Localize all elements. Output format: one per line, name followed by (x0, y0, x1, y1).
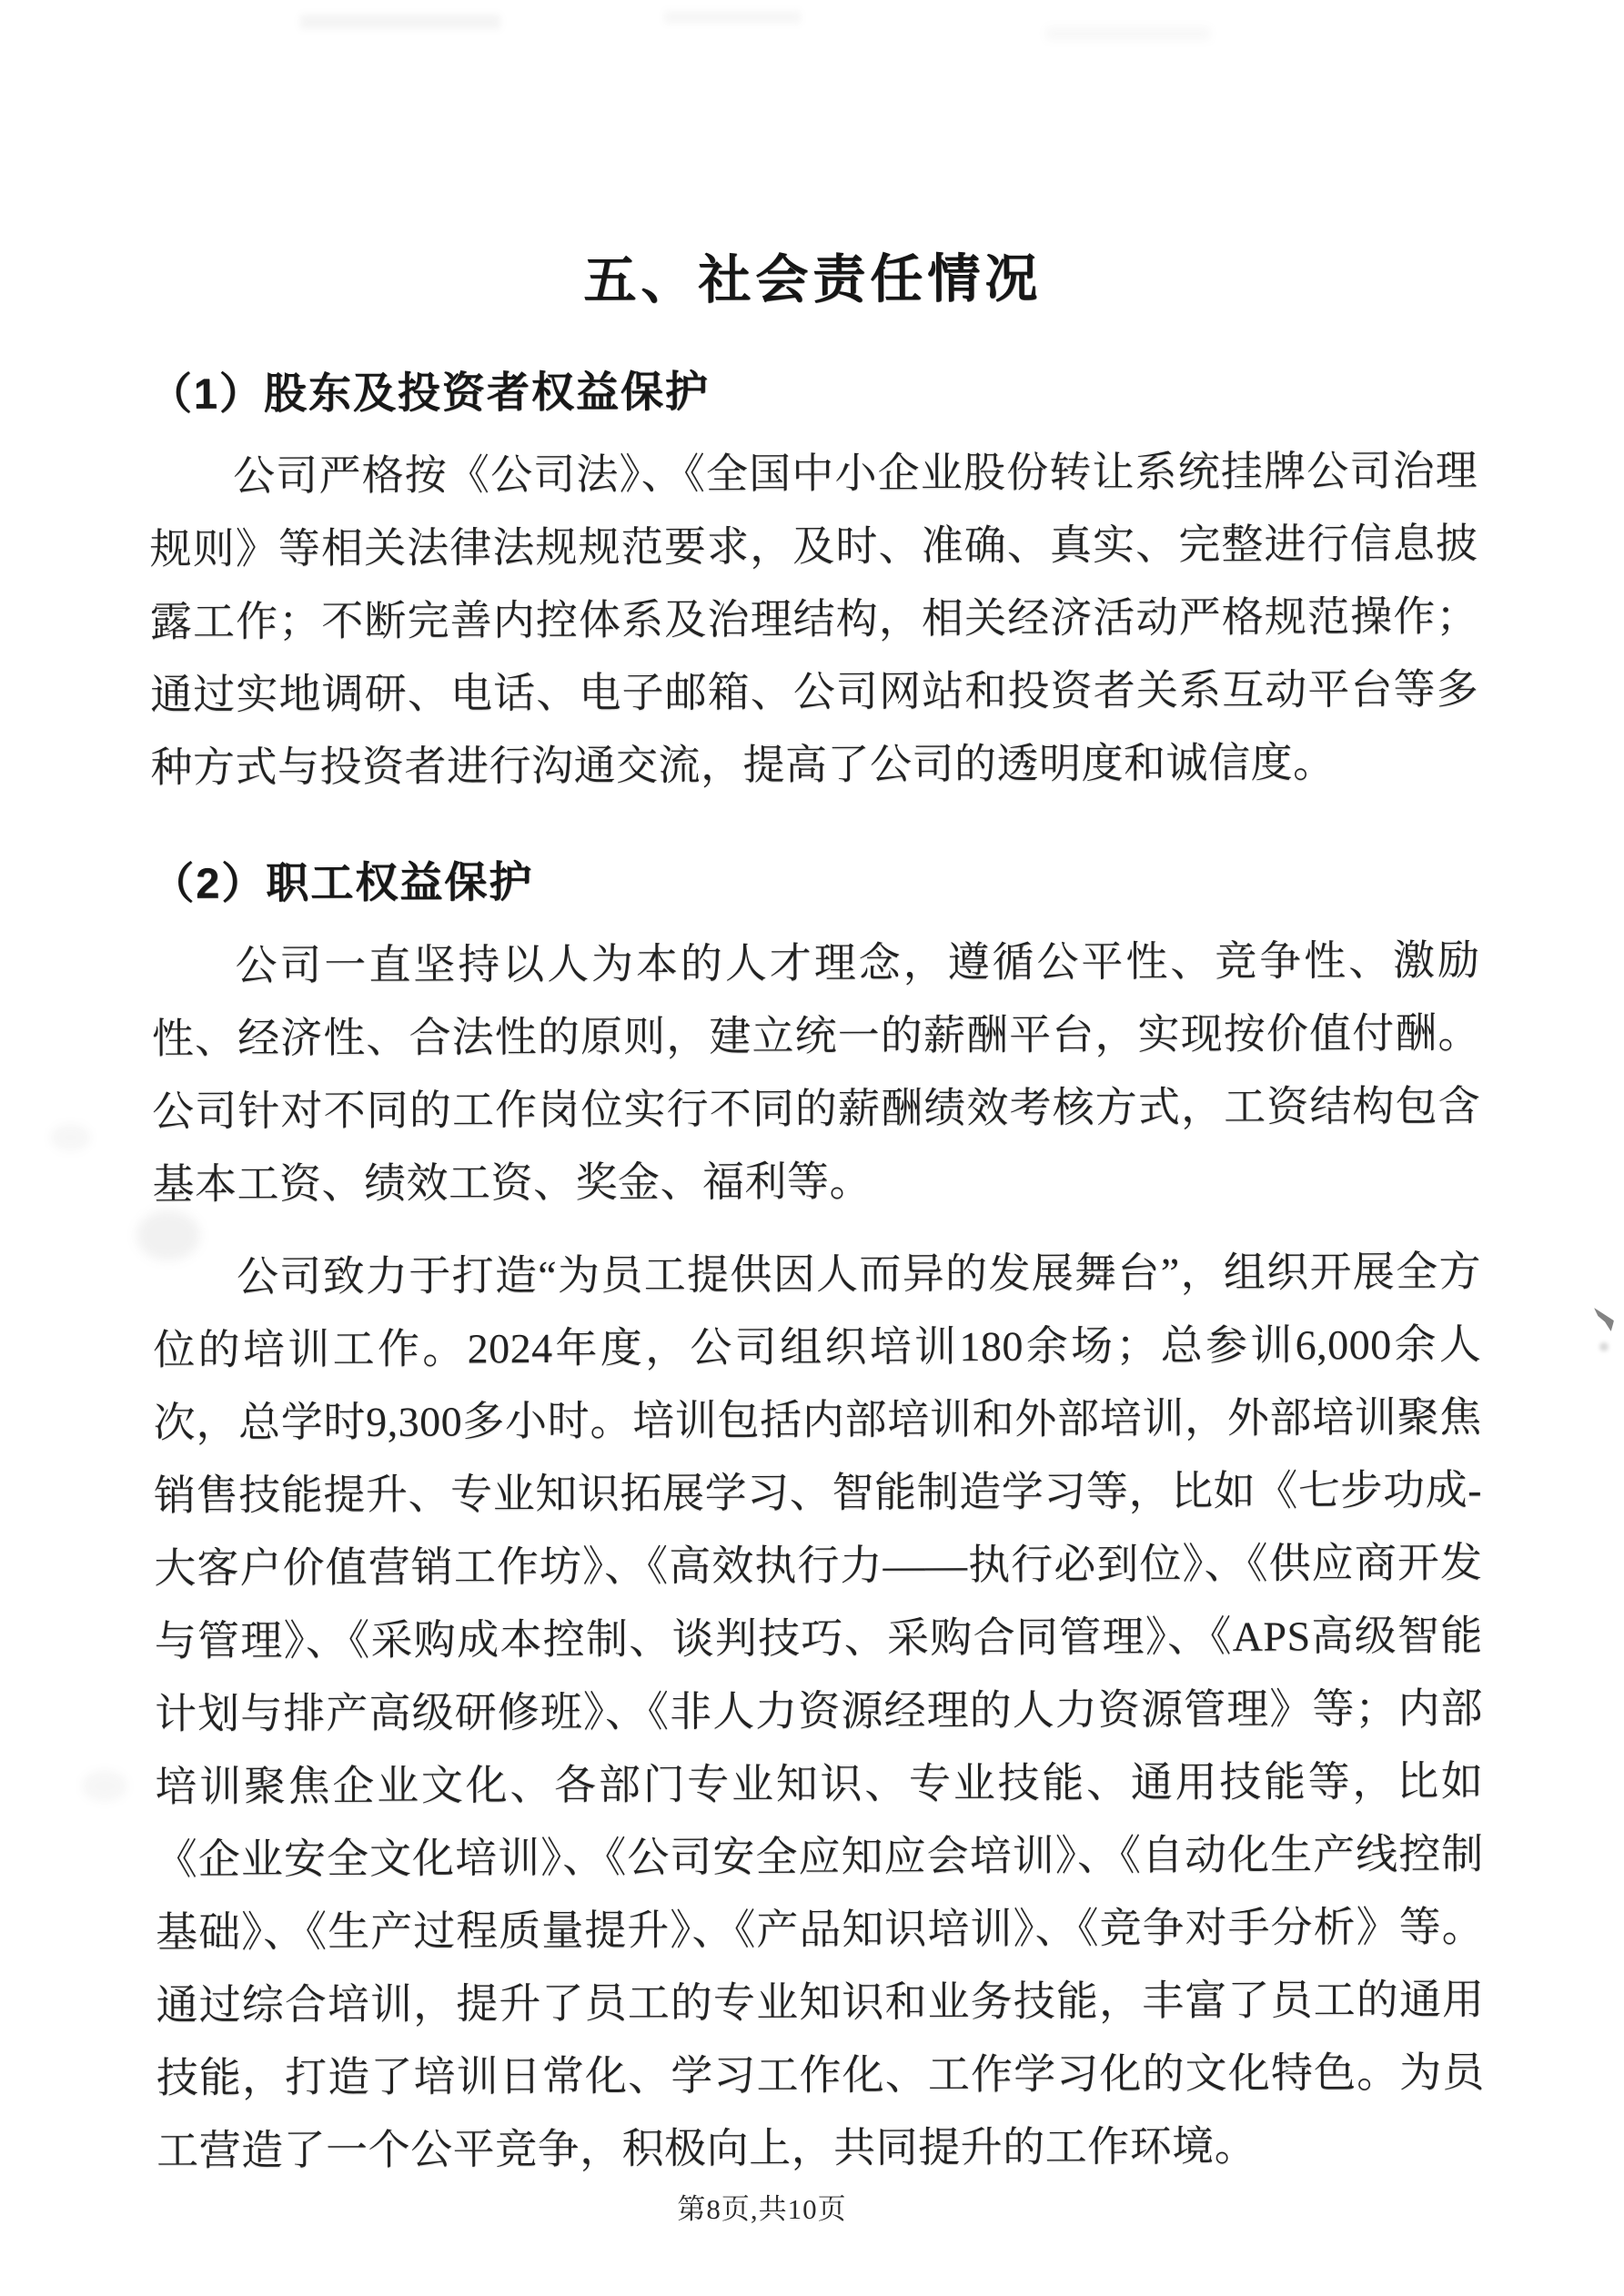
paragraph-shareholder-rights: 公司严格按《公司法》、《全国中小企业股份转让系统挂牌公司治理规则》等相关法律法规规范要求，及时、准确、真实、完整进行信息披露工作；不断完善内控体系及治理结构，相关经济活动严格规范操作；通过实地调研、电话、电子邮箱、公司网站和投资者关系互动平台等多种方式与投资者进行沟通交流，提高了公司的透明度和诚信度。 (149, 447, 1479, 791)
page-footer: 第8页,共10页 (677, 2193, 847, 2225)
scan-artifact (300, 15, 500, 29)
section-heading-employee-rights: （2）职工权益保护 (151, 857, 534, 907)
scan-artifact (664, 11, 801, 24)
section-heading-shareholder-rights: （1）股东及投资者权益保护 (148, 367, 711, 418)
paragraph-compensation-policy: 公司一直坚持以人为本的人才理念，遵循公平性、竞争性、激励性、经济性、合法性的原则，建立统一的薪酬平台，实现按价值付酬。公司针对不同的工作岗位实行不同的薪酬绩效考核方式，工资结构包含基本工资、绩效工资、奖金、福利等。 (151, 936, 1481, 1208)
scan-artifact (82, 1770, 127, 1802)
paragraph-training-programs: 公司致力于打造“为员工提供因人而异的发展舞台”，组织开展全方位的培训工作。2024年度，公司组织培训180余场；总参训6,000余人次，总学时9,300多小时。培训包括内部培训和外部培训，外部培训聚焦销售技能提升、专业知识拓展学习、智能制造学习等，比如《七步功成-大客户价值营销工作坊》、《高效执行力——执行必到位》、《供应商开发与管理》、《采购成本控制、谈判技巧、采购合同管理》、《APS高级智能计划与排产高级研修班》、《非人力资源经理的人力资源管理》等；内部培训聚焦企业文化、各部门专业知识、专业技能、通用技能等，比如《企业安全文化培训》、《公司安全应知应会培训》、《自动化生产线控制基础》、《生产过程质量提升》、《产品知识培训》、《竞争对手分析》等。通过综合培训，提升了员工的专业知识和业务技能，丰富了员工的通用技能，打造了培训日常化、学习工作化、工作学习化的文化特色。为员工营造了一个公平竞争，积极向上，共同提升的工作环境。 (153, 1248, 1485, 2174)
document-content (148, 222, 1485, 2188)
page-title: 五、社会责任情况 (583, 248, 1043, 310)
scan-artifact (1594, 1308, 1614, 1331)
scan-artifact (50, 1124, 91, 1151)
scan-artifact (1046, 27, 1210, 40)
scan-artifact (1599, 1342, 1609, 1351)
